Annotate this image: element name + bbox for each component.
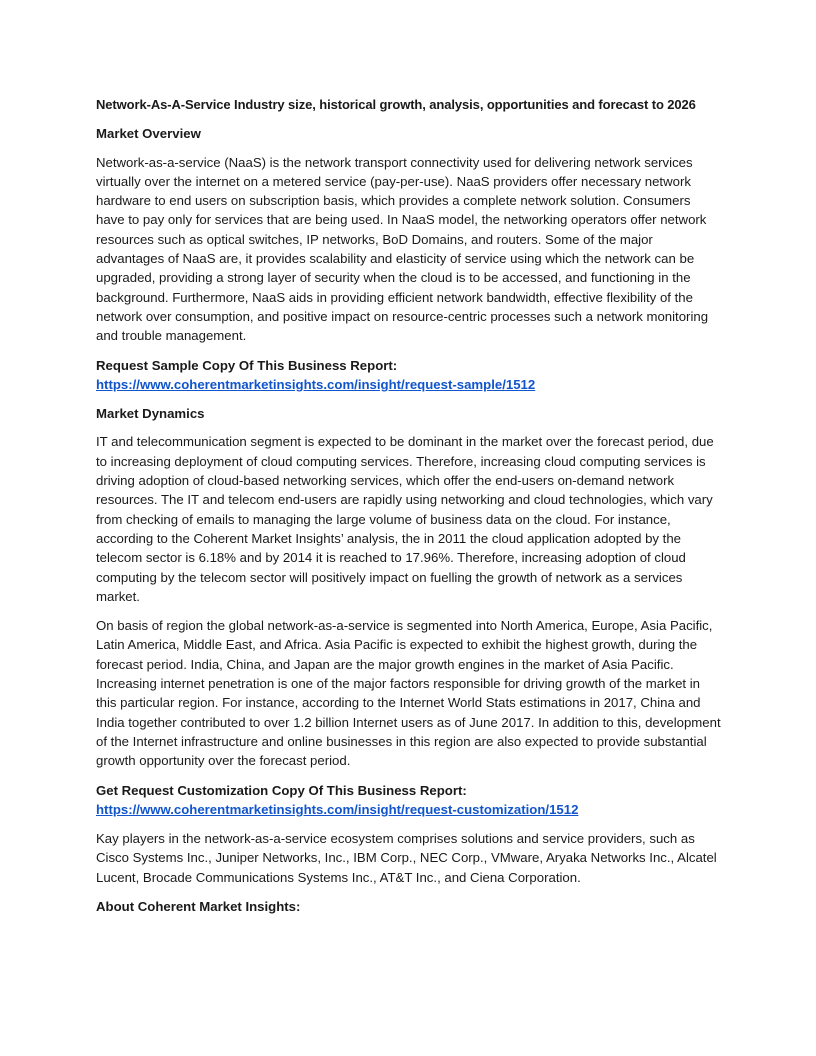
customization-request-link[interactable]: https://www.coherentmarketinsights.com/insight/request-customization/1512 xyxy=(96,801,579,817)
market-dynamics-paragraph-1: IT and telecommunication segment is expected to be dominant in the market over the forecast period, due to increasing deployment of cloud computing services. Therefore, increasing cloud computing services is driving adoption of cloud-based networking services, which offer the end-users on-demand network resources. The IT and telecom end-users are rapidly using networking and cloud technologies, which vary from checking of emails to managing the large volume of business data on the cloud. For instance, according to the Coherent Market Insights’ analysis, the in 2011 the cloud application adopted by the telecom sector is 6.18% and by 2014 it is reached to 17.96%. Therefore, increasing adoption of cloud computing by the telecom sector will positively impact on fuelling the growth of network as a services market. xyxy=(96,434,714,604)
customization-request-block xyxy=(96,781,722,820)
document-page xyxy=(96,95,722,925)
market-dynamics-heading: Market Dynamics xyxy=(96,406,205,422)
market-overview-paragraph: Network-as-a-service (NaaS) is the network transport connectivity used for delivering network services virtually over the internet on a metered service (pay-per-use). NaaS providers offer necessary network hardware to end users on subscription basis, which provides a complete network solution. Consumers have to pay only for services that are being used. In NaaS model, the networking operators offer network resources such as optical switches, IP networks, BoD Domains, and routers. Some of the major advantages of NaaS are, it provides scalability and elasticity of service using which the network can be upgraded, providing a strong layer of security when the cloud is to be accessed, and functioning in the background. Furthermore, NaaS aids in providing efficient network bandwidth, effective flexibility of the network over consumption, and positive impact on resource-centric processes such a network monitoring and trouble management. xyxy=(96,154,709,344)
sample-request-label: Request Sample Copy Of This Business Report: xyxy=(96,357,398,373)
document-title: Network-As-A-Service Industry size, historical growth, analysis, opportunities and forecast to 2026 xyxy=(96,97,696,112)
sample-request-link[interactable]: https://www.coherentmarketinsights.com/insight/request-sample/1512 xyxy=(96,376,536,392)
key-players-paragraph: Kay players in the network-as-a-service ecosystem comprises solutions and service providers, such as Cisco Systems Inc., Juniper Networks, Inc., IBM Corp., NEC Corp., VMware, Aryaka Networks Inc., Alcatel Lucent, Brocade Communications Systems Inc., AT&T Inc., and Ciena Corporation. xyxy=(96,831,717,885)
sample-request-block xyxy=(96,356,722,395)
about-heading: About Coherent Market Insights: xyxy=(96,898,301,914)
customization-request-label: Get Request Customization Copy Of This Business Report: xyxy=(96,782,467,798)
market-overview-heading: Market Overview xyxy=(96,126,201,142)
market-dynamics-paragraph-2: On basis of region the global network-as-a-service is segmented into North America, Europe, Asia Pacific, Latin America, Middle East, and Africa. Asia Pacific is expected to exhibit the highest growth, during the forecast period. India, China, and Japan are the major growth engines in the market of Asia Pacific. Increasing internet penetration is one of the major factors responsible for driving growth of the market in this particular region. For instance, according to the Internet World Stats estimations in 2017, China and India together contributed to over 1.2 billion Internet users as of June 2017. In addition to this, development of the Internet infrastructure and online businesses in this region are also expected to provide substantial growth opportunity over the forecast period. xyxy=(96,618,721,769)
